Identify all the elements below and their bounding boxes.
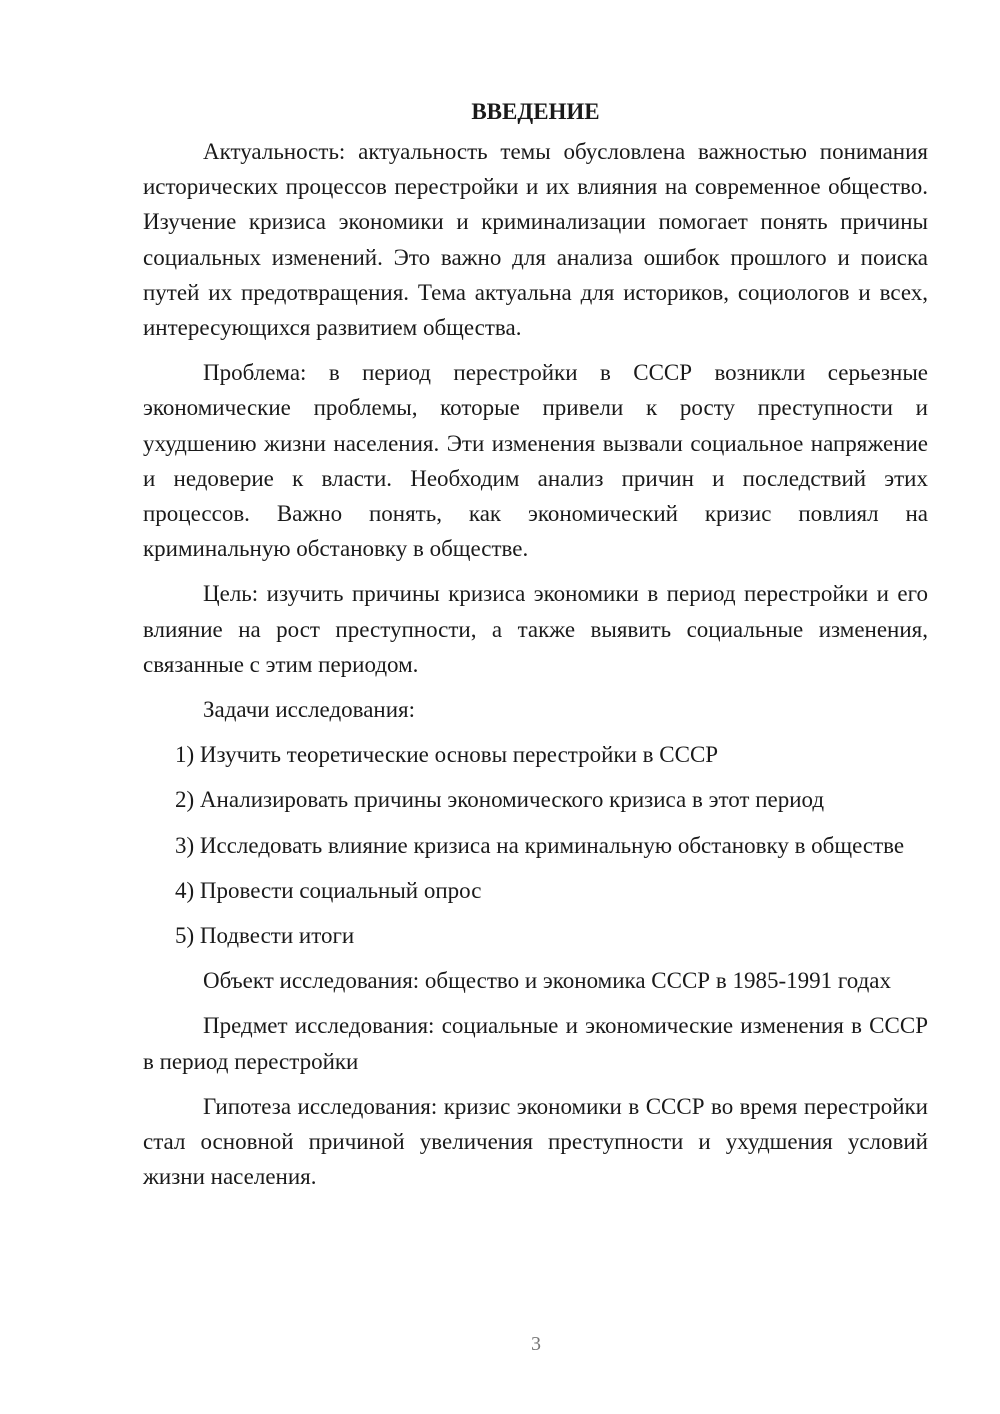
relevance-paragraph: Актуальность: актуальность темы обусловлена важностью понимания исторических процессов перестройки и их влияния на современное общество. Изучение кризиса экономики и криминализации помогает понять причины социальных изменений. Это важно для анализа ошибок прошлого и поиска путей их предотвращения. Тема актуальна для историков, социологов и всех, интересующихся развитием общества.: [143, 139, 928, 341]
hypothesis-paragraph: Гипотеза исследования: кризис экономики в СССР во время перестройки стал основной причиной увеличения преступности и ухудшения условий жизни населения.: [143, 1093, 928, 1190]
goal-paragraph: Цель: изучить причины кризиса экономики в период перестройки и его влияние на рост преступности, а также выявить социальные изменения, связанные с этим периодом.: [143, 581, 928, 677]
problem-paragraph: Проблема: в период перестройки в СССР возникли серьезные экономические проблемы, которые привели к росту преступности и ухудшению жизни населения. Эти изменения вызвали социальное напряжение и недоверие к власти. Необходим анализ причин и последствий этих процессов. Важно понять, как экономический кризис повлиял на криминальную обстановку в обществе.: [143, 360, 928, 562]
tasks-heading: Задачи исследования:: [203, 697, 416, 723]
subject-paragraph: Предмет исследования: социальные и экономические изменения в СССР в период перестройки: [143, 1013, 928, 1074]
document-page: [143, 94, 928, 1204]
task-item: 2) Анализировать причины экономического кризиса в этот период: [175, 787, 825, 813]
task-item: 4) Провести социальный опрос: [175, 877, 482, 903]
page-number: 3: [531, 1333, 541, 1355]
task-item: 3) Исследовать влияние кризиса на криминальную обстановку в обществе: [175, 832, 905, 858]
object-paragraph: Объект исследования: общество и экономика СССР в 1985-1991 годах: [203, 968, 891, 994]
task-item: 5) Подвести итоги: [175, 923, 355, 949]
task-item: 1) Изучить теоретические основы перестройки в СССР: [175, 742, 719, 768]
page-title: ВВЕДЕНИЕ: [471, 99, 600, 124]
